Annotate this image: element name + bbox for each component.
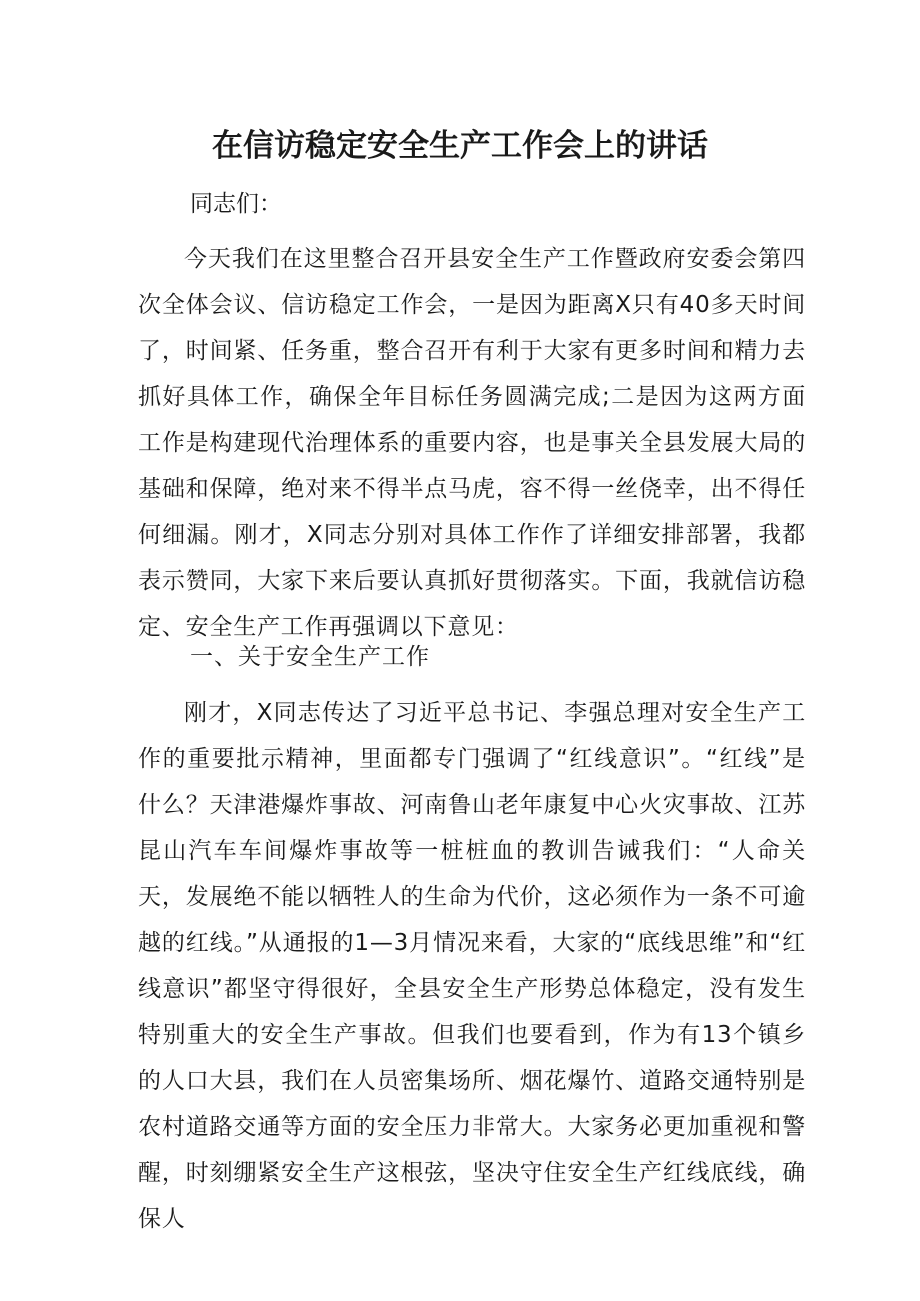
greeting: 同志们： (190, 191, 282, 217)
section-heading: 一、关于安全生产工作 (190, 644, 430, 670)
paragraph-safety: 刚才，X同志传达了习近平总书记、李强总理对安全生产工作的重要批示精神，里面都专门强调了“红线意识”。“红线”是什么？天津港爆炸事故、河南鲁山老年康复中心火灾事故、江苏昆山汽车车间爆炸事故等一桩桩血的教训告诫我们：“人命关天，发展绝不能以牺牲人的生命为代价，这必须作为一条不可逾越的红线。”从通报的1—3月情况来看，大家的“底线思维”和“红线意识”都坚守得很好，全县安全生产形势总体稳定，没有发生特别重大的安全生产事故。但我们也要看到，作为有13个镇乡的人口大县，我们在人员密集场所、烟花爆竹、道路交通特别是农村道路交通等方面的安全压力非常大。大家务必更加重视和警醒，时刻绷紧安全生产这根弦，坚决守住安全生产红线底线，确保人 (138, 700, 806, 1232)
document-title: 在信访稳定安全生产工作会上的讲话 (212, 128, 708, 164)
paragraph-intro: 今天我们在这里整合召开县安全生产工作暨政府安委会第四次全体会议、信访稳定工作会，一是因为距离X只有40多天时间了，时间紧、任务重，整合召开有利于大家有更多时间和精力去抓好具体工作，确保全年目标任务圆满完成;二是因为这两方面工作是构建现代治理体系的重要内容，也是事关全县发展大局的基础和保障，绝对来不得半点马虎，容不得一丝侥幸，出不得任何细漏。刚才，X同志分别对具体工作作了详细安排部署，我都表示赞同，大家下来后要认真抓好贯彻落实。下面，我就信访稳定、安全生产工作再强调以下意见： (138, 246, 806, 640)
